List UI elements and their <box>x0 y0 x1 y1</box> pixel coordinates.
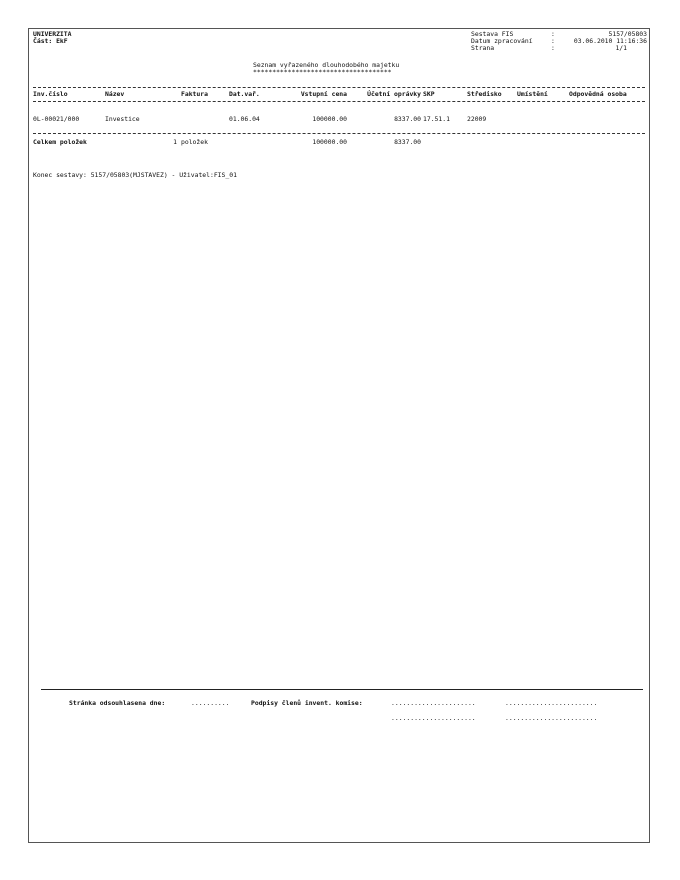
page-label: Strana <box>471 44 495 52</box>
report-value: 5157/05803 <box>608 30 647 38</box>
page-sep: : <box>551 44 555 52</box>
row-center: 22009 <box>467 115 487 123</box>
signature-line-4: ........................ <box>505 714 598 722</box>
col-date: Dat.vař. <box>229 90 260 98</box>
agreed-label: Stránka odsouhlasena dne: <box>69 699 166 707</box>
total-price: 100000.00 <box>312 138 347 146</box>
header-rule-bottom <box>33 101 645 102</box>
total-count: 1 <box>173 138 177 146</box>
signatures-label: Podpisy členů invent. komise: <box>251 699 363 707</box>
title-underline: ************************************ <box>253 68 392 76</box>
row-name: Investice <box>105 115 140 123</box>
org-name: UNIVERZITA <box>33 30 72 38</box>
date-value: 03.06.2010 11:16:36 <box>573 37 647 45</box>
page-value: 1/1 <box>615 44 627 52</box>
col-inv: Inv.číslo <box>33 90 68 98</box>
signature-line-3: ...................... <box>391 714 476 722</box>
col-price: Vstupní cena <box>300 90 347 98</box>
report-title: Seznam vyřazeného dlouhodobého majetku <box>253 61 400 69</box>
date-sep: : <box>551 37 555 45</box>
agreed-dots: .......... <box>191 699 230 707</box>
row-inv: 0L-00021/000 <box>33 115 80 123</box>
total-depreciation: 8337.00 <box>394 138 421 146</box>
col-depreciation: Účetní oprávky <box>367 90 421 98</box>
col-person: Odpovědná osoba <box>569 90 627 98</box>
org-part: Část: EkF <box>33 37 68 45</box>
header-rule-top <box>33 87 645 88</box>
row-skp: 17.51.1 <box>423 115 450 123</box>
total-rule <box>33 133 645 134</box>
footer-rule <box>41 689 643 690</box>
col-location: Umístění <box>517 90 548 98</box>
row-price: 100000.00 <box>312 115 347 123</box>
col-skp: SKP <box>423 90 435 98</box>
col-center: Středisko <box>467 90 502 98</box>
signature-line-2: ........................ <box>505 699 598 707</box>
signature-line-1: ...................... <box>391 699 476 707</box>
date-label: Datum zpracování <box>471 37 533 45</box>
col-invoice: Faktura <box>181 90 208 98</box>
total-unit: položek <box>181 138 208 146</box>
report-sep: : <box>551 30 555 38</box>
row-date: 01.06.04 <box>229 115 260 123</box>
row-depreciation: 8337.00 <box>394 115 421 123</box>
report-page <box>28 28 650 843</box>
total-label: Celkem položek <box>33 138 87 146</box>
report-label: Sestava FIS <box>471 30 514 38</box>
report-end-line: Konec sestavy: 5157/05803(MJSTAVEZ) - Uživatel:FIS_01 <box>33 171 237 179</box>
col-name: Název <box>105 90 125 98</box>
